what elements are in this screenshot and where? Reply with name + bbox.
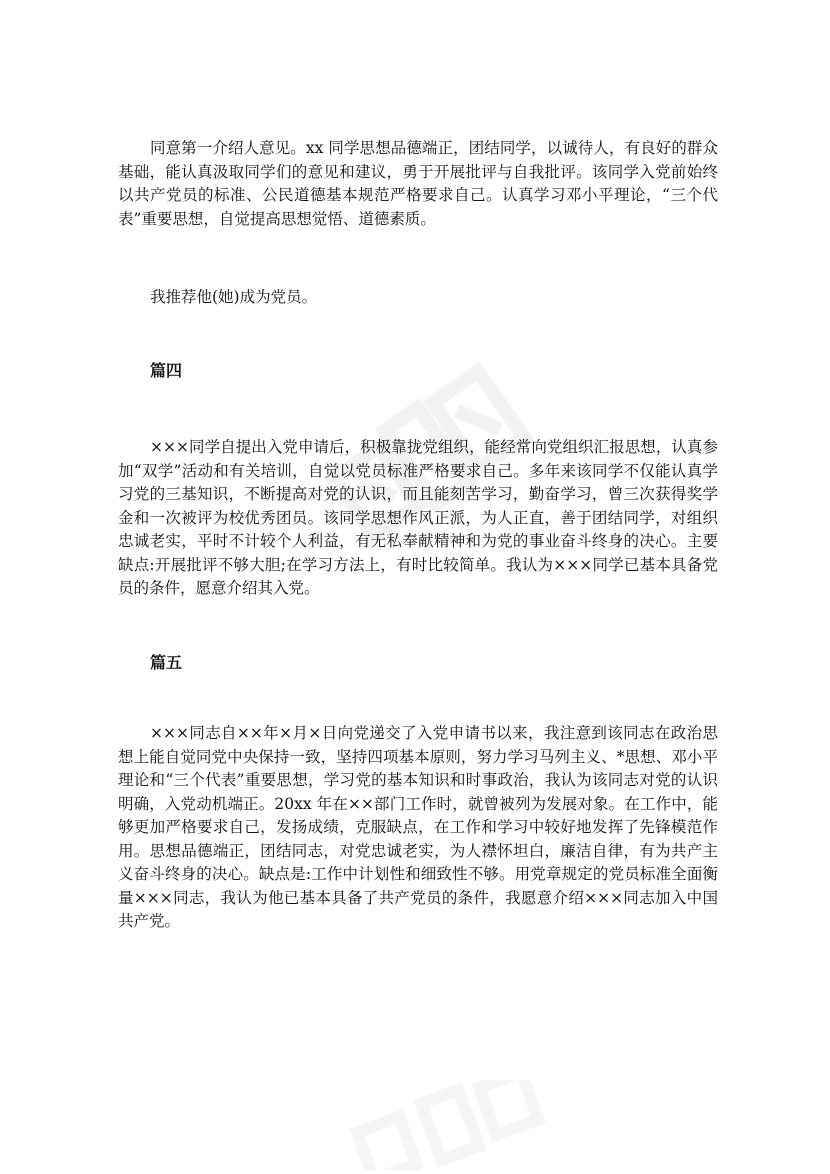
paragraph-section-5: ×××同志自××年×月×日向党递交了入党申请书以来，我注意到该同志在政治思想上能自觉同党中央保持一致，坚持四项基本原则，努力学习马列主义、*思想、邓小平理论和“三个代表”重要思想，学习党的基本知识和时事政治，我认为该同志对党的认识明确，入党动机端正。20xx 年在××部门工作时，就曾被列为发展对象。在工作中，能够更加严格要求自己，发扬成绩，克服缺点，在工作和学习中较好地发挥了先锋模范作用。思想品德端正，团结同志，对党忠诚老实，为人襟怀坦白，廉洁自律，有为共产主义奋斗终身的决心。缺点是:工作中计划性和细致性不够。用党章规定的党员标准全面衡量×××同志，我认为他已基本具备了共产党员的条件，我愿意介绍×××同志加入中国共产党。 xyxy=(118,724,718,930)
watermark-fragment-icon xyxy=(340,1080,560,1170)
paragraph-recommendation-2: 我推荐他(她)成为党员。 xyxy=(150,288,318,306)
section-heading-5: 篇五 xyxy=(150,653,183,672)
paragraph-section-4: ×××同学自提出入党申请后，积极靠拢党组织，能经常向党组织汇报思想，认真参加“双学”活动和有关培训，自觉以党员标准严格要求自己。多年来该同学不仅能认真学习党的三基知识，不断提高对党的认识，而且能刻苦学习，勤奋学习，曾三次获得奖学金和一次被评为校优秀团员。该同学思想作风正派，为人正直，善于团结同学，对组织忠诚老实，平时不计较个人利益，有无私奉献精神和为党的事业奋斗终身的决心。主要缺点:开展批评不够大胆;在学习方法上，有时比较简单。我认为×××同学已基本具备党员的条件，愿意介绍其入党。 xyxy=(118,438,718,597)
paragraph-recommendation-1: 同意第一介绍人意见。xx 同学思想品德端正，团结同学，以诚待人，有良好的群众基础，能认真汲取同学们的意见和建议，勇于开展批评与自我批评。该同学入党前始终以共产党员的标准、公民道德基本规范严格要求自己。认真学习邓小平理论，“三个代表”重要思想，自觉提高思想觉悟、道德素质。 xyxy=(118,139,718,228)
section-heading-4: 篇四 xyxy=(150,361,183,380)
